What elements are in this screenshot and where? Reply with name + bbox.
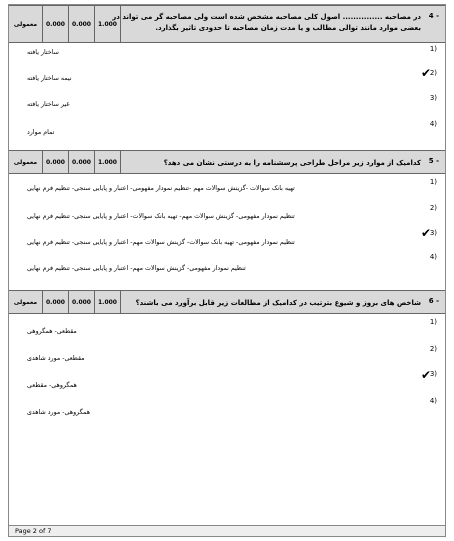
exam-page <box>8 4 446 537</box>
checkmark-icon: ✔ <box>420 368 431 382</box>
question-6-header <box>9 290 445 314</box>
option-number: 2) <box>429 345 437 353</box>
option-number: 4) <box>429 253 437 261</box>
option-number: 3) <box>429 229 437 237</box>
option-text[interactable]: همگروهی- مقطعی <box>27 382 77 389</box>
page-footer <box>9 525 445 536</box>
score-cell: 1.000 <box>95 291 121 313</box>
question-6-score-cells <box>9 291 121 313</box>
option-text[interactable]: نیمه ساختار یافته <box>27 75 72 82</box>
option-text[interactable]: تنظیم نمودار مفهومی- گزینش سوالات مهم- تهیه بانک سوالات- اعتبار و پایایی سنجی- تنظیم فرم نهایی <box>27 213 295 220</box>
option-text[interactable]: ساختار یافته <box>27 49 59 56</box>
score-cell: 0.000 <box>69 151 95 173</box>
page-number: Page 2 of 7 <box>15 527 52 535</box>
score-cell: 0.000 <box>69 6 95 42</box>
question-6-number: 6 - <box>428 297 439 305</box>
question-5-header <box>9 150 445 174</box>
option-number: 3) <box>429 94 437 102</box>
option-text[interactable]: تهیه بانک سوالات -گزینش سوالات مهم -تنظیم نمودار مفهومی- اعتبار و پایایی سنجی- تنظیم فرم نهایی <box>27 185 295 192</box>
score-cell: 1.000 <box>95 6 121 42</box>
option-text[interactable]: غیر ساختار یافته <box>27 101 70 108</box>
question-6-text: شاخص های بروز و شیوع بترتیب در کدامیک از مطالعات زیر قابل برآورد می باشند؟ <box>135 299 421 307</box>
checkmark-icon: ✔ <box>420 66 431 80</box>
option-number: 4) <box>429 120 437 128</box>
question-5-text: کدامیک از موارد زیر مراحل طراحی پرسشنامه را به درستی نشان می دهد؟ <box>163 159 421 167</box>
difficulty-cell: معمولی <box>9 6 43 42</box>
question-4-number: 4 - <box>428 12 439 20</box>
question-5-number: 5 - <box>428 157 439 165</box>
option-number: 2) <box>429 204 437 212</box>
option-text[interactable]: مقطعی- مورد شاهدی <box>27 355 85 362</box>
option-text[interactable]: تمام موارد <box>27 129 55 136</box>
difficulty-cell: معمولی <box>9 151 43 173</box>
option-number: 2) <box>429 69 437 77</box>
score-cell: 0.000 <box>43 6 69 42</box>
option-text[interactable]: تنظیم نمودار مفهومی- گزینش سوالات مهم- اعتبار و پایایی سنجی- تنظیم فرم نهایی <box>27 265 246 272</box>
option-number: 1) <box>429 318 437 326</box>
checkmark-icon: ✔ <box>420 226 431 240</box>
score-cell: 0.000 <box>43 291 69 313</box>
question-5-score-cells <box>9 151 121 173</box>
option-number: 3) <box>429 370 437 378</box>
score-cell: 0.000 <box>43 151 69 173</box>
option-text[interactable]: تنظیم نمودار مفهومی- تهیه بانک سوالات- گزینش سوالات مهم- اعتبار و پایایی سنجی- تنظیم فرم نهایی <box>27 239 295 246</box>
question-4-score-cells <box>9 6 121 42</box>
difficulty-cell: معمولی <box>9 291 43 313</box>
option-number: 4) <box>429 397 437 405</box>
question-4-line-1: در مصاحبه ............... اصول کلی مصاحبه مشخص شده است ولی مصاحبه گر می تواند در <box>112 13 421 21</box>
score-cell: 0.000 <box>69 291 95 313</box>
option-text[interactable]: همگروهی- مورد شاهدی <box>27 409 91 416</box>
score-cell: 1.000 <box>95 151 121 173</box>
option-text[interactable]: مقطعی- همگروهی <box>27 328 77 335</box>
option-number: 1) <box>429 45 437 53</box>
question-4-header <box>9 5 445 43</box>
question-4-line-2: بعضی موارد مانند توالی مطالب و یا مدت زمان مصاحبه تا حدودی تاثیر بگذارد. <box>155 24 421 32</box>
option-number: 1) <box>429 178 437 186</box>
